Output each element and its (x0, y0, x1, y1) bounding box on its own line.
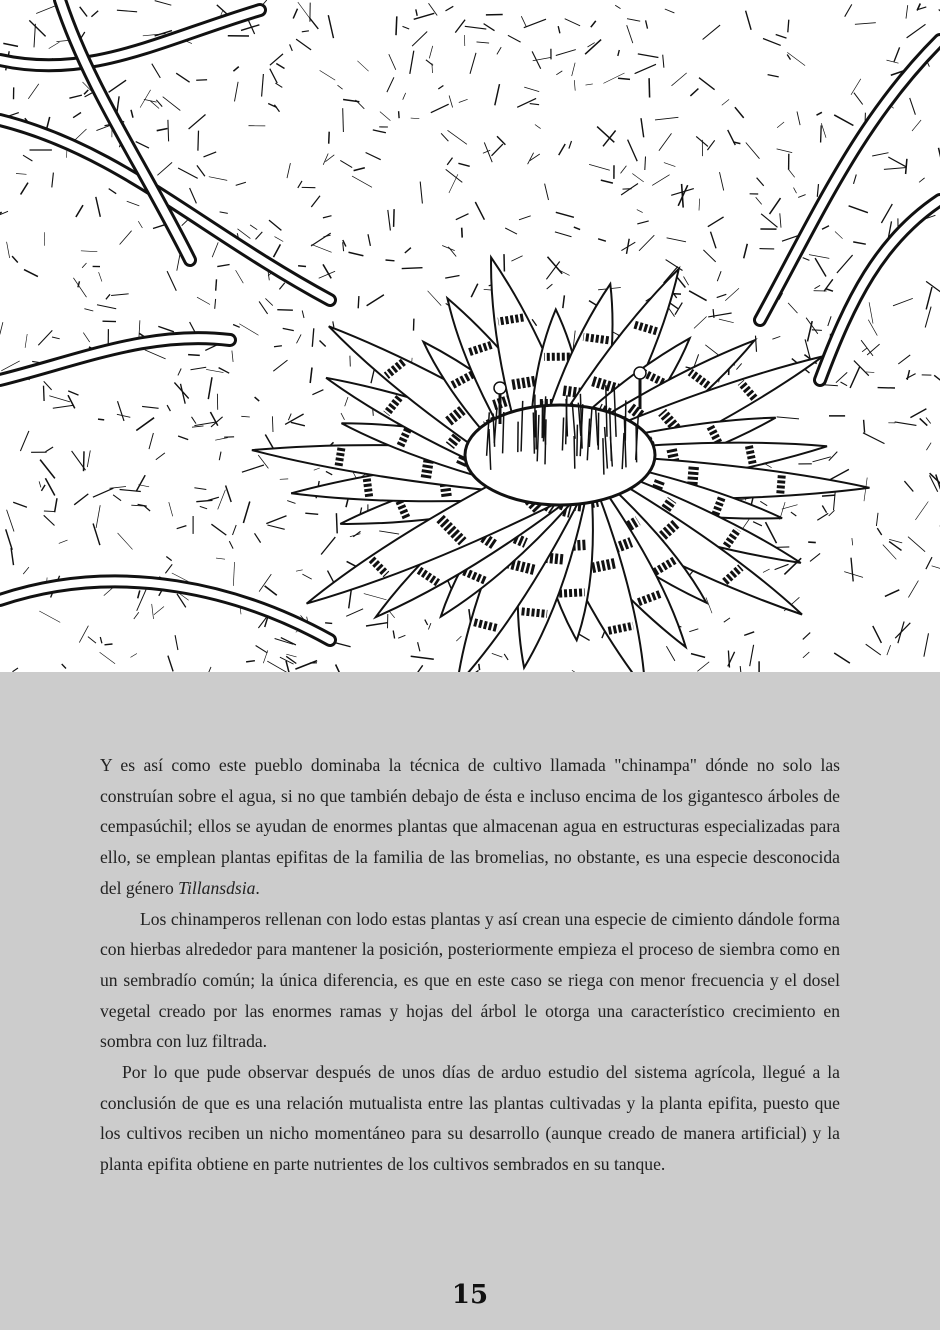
page-number: 15 (451, 1280, 489, 1310)
paragraph-1: Y es así como este pueblo dominaba la técnica de cultivo llamada "chinampa" dónde no solo las construían sobre el agua, si no que también debajo de ésta e incluso encima de los gigantesco árboles de cempasúchil; ellos se ayudan de enormes plantas que almacenan agua en estructuras especializadas para ello, se emplean plantas epifitas de la familia de las bromelias, no obstante, es una especie desconocida del género Tillansdsia. (100, 755, 840, 898)
genus-name: Tillansdsia (178, 877, 256, 898)
paragraph-2: Los chinamperos rellenan con lodo estas plantas y así crean una especie de cimiento dándole forma con hierbas alrededor para mantener la posición, posteriormente empieza el proceso de siembra como en un sembradío común; la única diferencia, es que en este caso se riega con menor frecuencia y el dosel vegetal creado por las enormes ramas y hojas del árbol le otorga una característico crecimiento en sombra con luz filtrada. (100, 908, 840, 1052)
body-text (100, 750, 840, 1180)
paragraph-3: Por lo que pude observar después de unos días de arduo estudio del sistema agrícola, llegué a la conclusión de que es una relación mutualista entre las plantas cultivadas y la planta epifita, puesto que los cultivos reciben un nicho momentáneo para su desarrollo (aunque creado de manera artificial) y la planta epifita obtiene en parte nutrientes de los cultivos sembrados en su tanque. (100, 1062, 840, 1175)
